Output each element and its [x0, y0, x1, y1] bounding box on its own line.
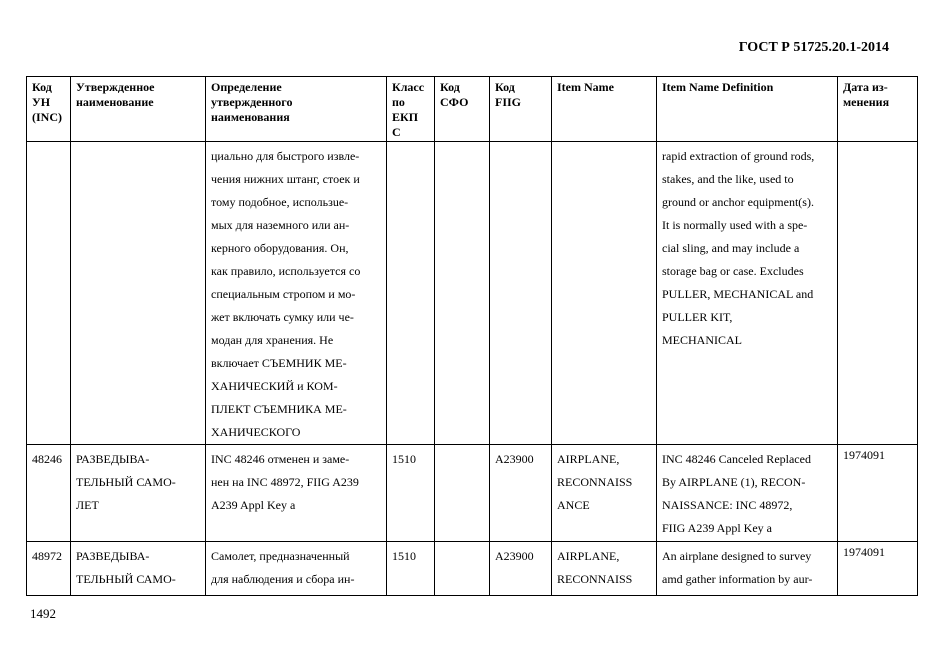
cell-name-ru: РАЗВЕДЫВА- ТЕЛЬНЫЙ САМО-	[71, 542, 206, 596]
table-row	[27, 445, 918, 542]
cell-definition-ru: INC 48246 отменен и заме- нен на INC 48972, FIIG A239 A239 Appl Key a	[206, 445, 387, 542]
table-header-row	[27, 77, 918, 142]
cell-date	[838, 142, 918, 445]
cell-item-name: AIRPLANE, RECONNAISS	[552, 542, 657, 596]
cell-item-name	[552, 142, 657, 445]
cell-definition-ru: циально для быстрого извле- чения нижних штанг, стоек и тому подобное, использue- мых для наземного или ан- керного оборудования. Он, как правило, используется со специальным стропом и мо- жет включать сумку или че- модан для хранения. Не включает СЪЕМНИК МЕ- ХАНИЧЕСКИЙ и КОМ- ПЛЕКТ СЪЕМНИКА МЕ- ХАНИЧЕСКОГО	[206, 142, 387, 445]
col-header-inc: Код УН (INC)	[27, 77, 71, 142]
cell-class: 1510	[387, 542, 435, 596]
cell-sfo	[435, 445, 490, 542]
cell-item-name: AIRPLANE, RECONNAISS ANCE	[552, 445, 657, 542]
col-header-fiig: Код FIIG	[490, 77, 552, 142]
col-header-item-name: Item Name	[552, 77, 657, 142]
col-header-sfo: Код СФО	[435, 77, 490, 142]
cell-item-def: rapid extraction of ground rods, stakes, and the like, used to ground or anchor equipment(s). It is normally used with a spe- cial sling, and may include a storage bag or case. Excludes PULLER, MECHANICAL and PULLER KIT, MECHANICAL	[657, 142, 838, 445]
cell-fiig: A23900	[490, 542, 552, 596]
cell-item-def: INC 48246 Canceled Replaced By AIRPLANE (1), RECON- NAISSANCE: INC 48972, FIIG A239 Appl Key a	[657, 445, 838, 542]
cell-inc: 48972	[27, 542, 71, 596]
cell-fiig	[490, 142, 552, 445]
catalog-table	[26, 76, 918, 596]
col-header-class: Класс по ЕКП С	[387, 77, 435, 142]
cell-sfo	[435, 542, 490, 596]
col-header-definition-ru: Определение утвержденного наименования	[206, 77, 387, 142]
cell-class: 1510	[387, 445, 435, 542]
cell-date: 1974091	[838, 542, 918, 596]
cell-definition-ru: Самолет, предназначенный для наблюдения и сбора ин-	[206, 542, 387, 596]
cell-inc	[27, 142, 71, 445]
cell-item-def: An airplane designed to survey amd gather information by aur-	[657, 542, 838, 596]
cell-sfo	[435, 142, 490, 445]
table-row	[27, 542, 918, 596]
cell-date: 1974091	[838, 445, 918, 542]
cell-class	[387, 142, 435, 445]
cell-name-ru	[71, 142, 206, 445]
document-header: ГОСТ Р 51725.20.1-2014	[738, 40, 889, 55]
col-header-item-def: Item Name Definition	[657, 77, 838, 142]
page-number: 1492	[30, 606, 56, 621]
cell-name-ru: РАЗВЕДЫВА- ТЕЛЬНЫЙ САМО- ЛЕТ	[71, 445, 206, 542]
cell-inc: 48246	[27, 445, 71, 542]
cell-fiig: A23900	[490, 445, 552, 542]
table-row	[27, 142, 918, 445]
col-header-name-ru: Утвержденное наименование	[71, 77, 206, 142]
col-header-date: Дата из- менения	[838, 77, 918, 142]
